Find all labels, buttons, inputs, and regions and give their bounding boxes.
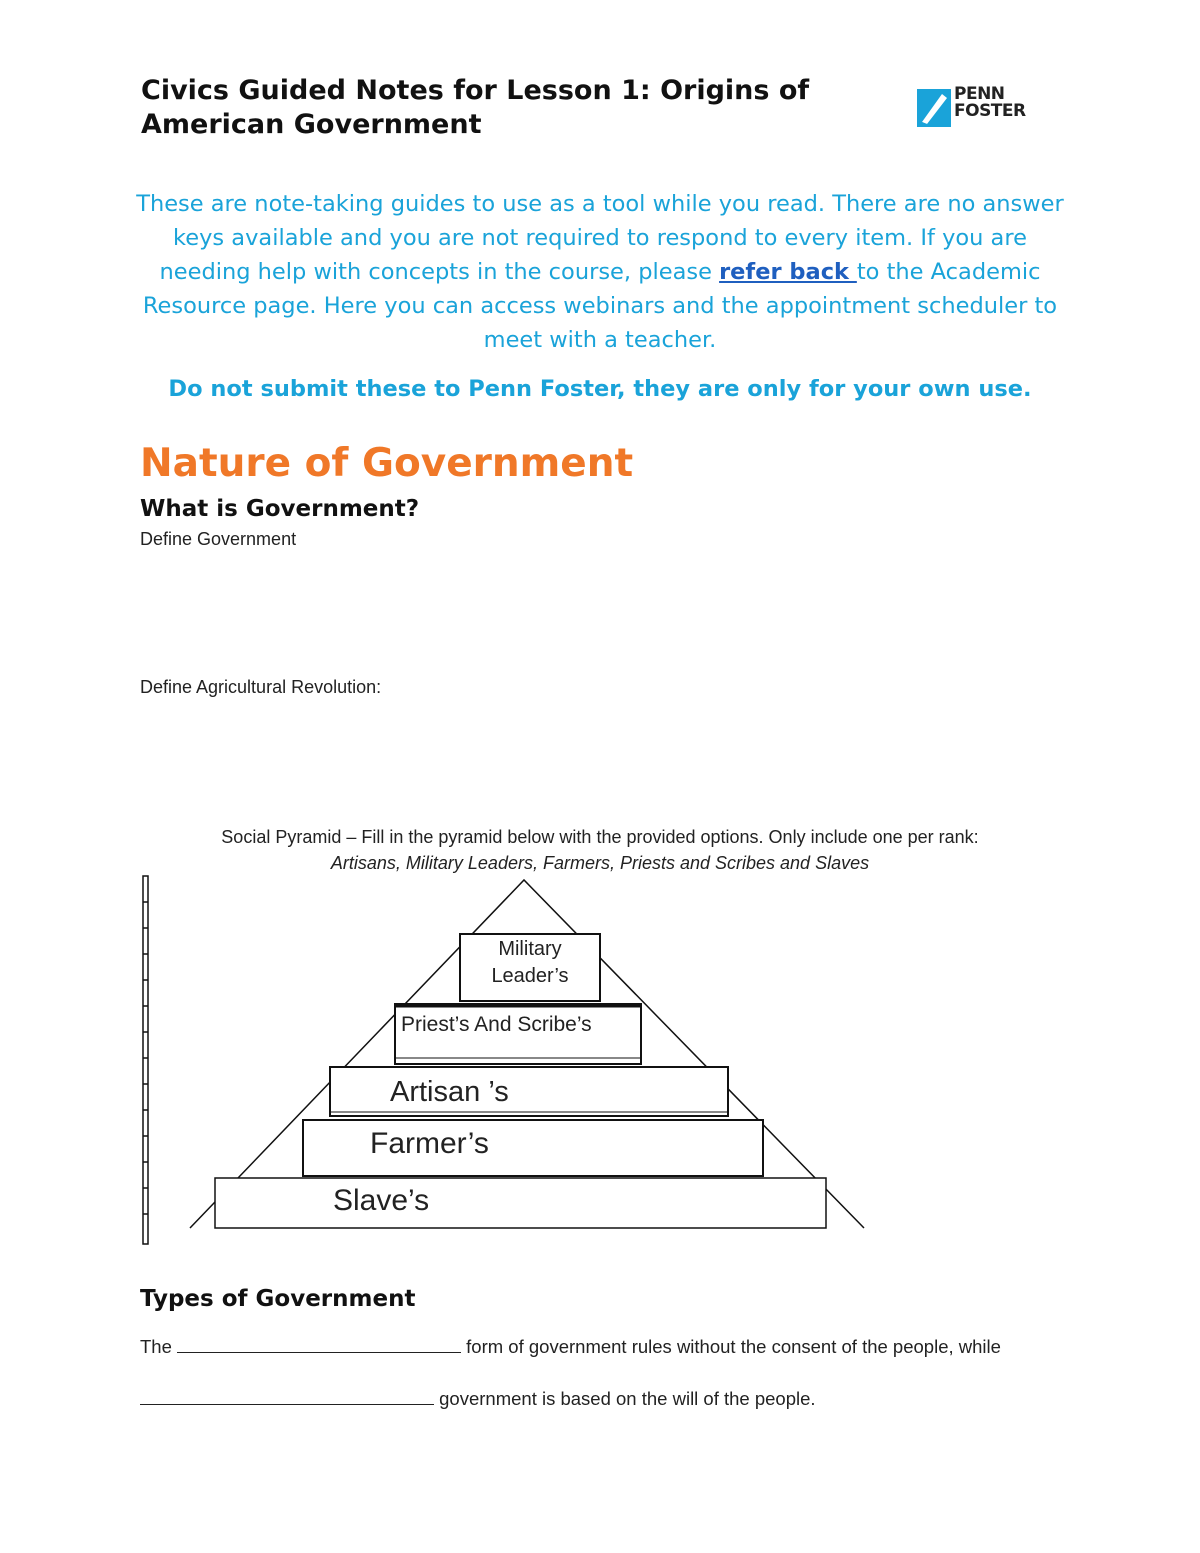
intro-paragraph [130, 187, 1070, 357]
submission-warning: Do not submit these to Penn Foster, they are only for your own use. [168, 376, 1032, 402]
left-ruler [143, 876, 148, 1244]
types-of-government-heading: Types of Government [140, 1286, 416, 1312]
define-government-prompt: Define Government [140, 529, 297, 549]
line1-end: form of government rules without the consent of the people, while [461, 1336, 1001, 1357]
intro-text-end: to the Academic Resource page. Here you can access webinars and the appointment scheduler to meet with a teacher. [142, 259, 1058, 353]
tier-artisans-label: Artisan ’s [390, 1076, 509, 1108]
define-agricultural-revolution-prompt: Define Agricultural Revolution: [140, 677, 382, 697]
logo-text-line2: FOSTER [954, 101, 1026, 121]
tier-military-label-line2: Leader’s [491, 965, 569, 987]
blank-form-of-government[interactable] [177, 1336, 461, 1353]
section-title: Nature of Government [140, 441, 634, 486]
pyramid-instructions-text: Social Pyramid – Fill in the pyramid below with the provided options. Only include one per rank: [221, 827, 979, 847]
logo-text [954, 86, 1026, 120]
line2-end: government is based on the will of the people. [434, 1388, 816, 1409]
intro-text-start: These are note-taking guides to use as a tool while you read. There are no answer keys available and you are not required to respond to every item. If you are needing help with concepts in the course, please [136, 191, 1064, 285]
refer-back-link[interactable]: refer back [719, 259, 857, 285]
types-sentence-line2 [140, 1387, 816, 1411]
types-sentence-line1 [140, 1335, 1001, 1359]
penn-foster-logo [916, 86, 1046, 128]
tier-priests-label: Priest’s And Scribe’s [401, 1013, 592, 1036]
tier-farmers-label: Farmer’s [370, 1127, 489, 1160]
line1-start: The [140, 1336, 178, 1357]
tier-slaves-label: Slave’s [333, 1184, 430, 1217]
document-title: Civics Guided Notes for Lesson 1: Origins of American Government [141, 75, 810, 140]
tier-slaves [215, 1178, 826, 1228]
penn-foster-logo-icon [916, 88, 952, 128]
tier-military-label-line1: Military [498, 938, 562, 960]
logo-text-line1: PENN [954, 84, 1005, 104]
pyramid-options: Artisans, Military Leaders, Farmers, Priests and Scribes and Slaves [330, 853, 870, 873]
social-pyramid-diagram [0, 860, 1200, 1260]
blank-government-type[interactable] [140, 1388, 434, 1405]
what-is-government-heading: What is Government? [140, 496, 420, 522]
